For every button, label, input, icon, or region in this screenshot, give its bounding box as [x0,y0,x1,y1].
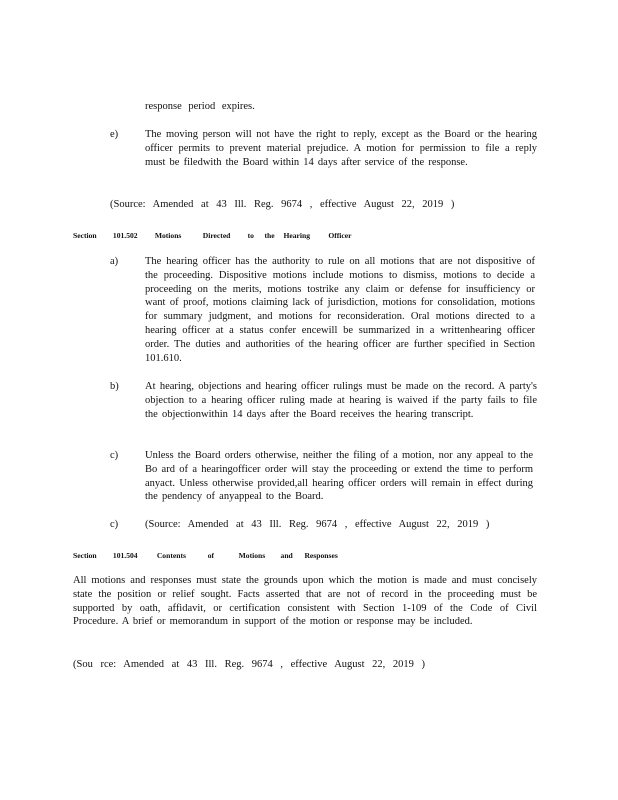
section-number: 101.504 [112,551,138,560]
source-note-1: (Source: Amended at 43 Ill. Reg. 9674 , effective August 22, 2019 ) [110,199,455,210]
source-item-label: c) [110,519,119,530]
heading-word: to [247,231,254,240]
section-label: Section [73,551,97,560]
item-b-label: b) [110,381,119,392]
source-note-2: (Source: Amended at 43 Ill. Reg. 9674 , effective August 22, 2019 ) [145,519,490,530]
section-number: 101.502 [112,231,138,240]
item-c-text: Unless the Board orders otherwise, neither the filing of a motion, nor any appeal to the Bo ard of a hearingofficer order will stay the proceeding or extend the time to perform anyact. Unless otherwise provided,all hearing officer orders will remain in effect during the pendency of anyappeal to the Board. [145,450,533,503]
item-b-text: At hearing, objections and hearing officer rulings must be made on the record. A party's objection to a hearing officer ruling made at hearing is waived if the party fails to file the objectionwithin 14 days after the Board receives the hearing transcript. [145,381,537,420]
section-504-paragraph: All motions and responses must state the grounds upon which the motion is made and must concisely state the position or relief sought. Facts asserted that are not of record in the proceeding must be supported by oath, affidavit, or certification consistent with Section 1-109 of the Code of Civil Procedure. A brief or memorandum in support of the motion or response may be included. [73,575,537,628]
item-e-text: The moving person will not have the right to reply, except as the Board or the hearing officer permits to prevent material prejudice. A motion for permission to file a reply must be filedwith the Board within 14 days after service of the response. [145,129,537,168]
section-label: Section [73,231,97,240]
heading-word: Officer [328,231,352,240]
heading-word: Motions [154,231,182,240]
heading-word: Motions [238,551,266,560]
source-note-3: (Sou rce: Amended at 43 Ill. Reg. 9674 , effective August 22, 2019 ) [73,659,426,670]
continuation-text: response period expires. [145,101,255,112]
heading-word: Contents [156,551,186,560]
heading-word: Hearing [283,231,311,240]
section-heading-101-504 [73,549,338,563]
item-a-text: The hearing officer has the authority to rule on all motions that are not dispositive of the proceeding. Dispositive motions include motions to dismiss, motions to decide a proceeding on the merits, motions tostrike any claim or defense for insufficiency or want of proof, motions claiming lack of jurisdiction, motions for consolidation, motions for summary judgment, and motions for reconsideration. Oral motions directed to a hearing officer at a status confer encewill be summarized in a writtenhearing officer order. The duties and authorities of the hearing officer are further specified in Section 101.610. [145,256,535,364]
heading-word: Responses [304,551,338,560]
item-c-label: c) [110,450,119,461]
heading-word: the [264,231,275,240]
section-heading-101-502 [73,229,352,243]
heading-word: of [207,551,215,560]
item-e-label: e) [110,129,119,140]
item-a-label: a) [110,256,119,267]
heading-word: and [280,551,293,560]
heading-word: Directed [202,231,231,240]
